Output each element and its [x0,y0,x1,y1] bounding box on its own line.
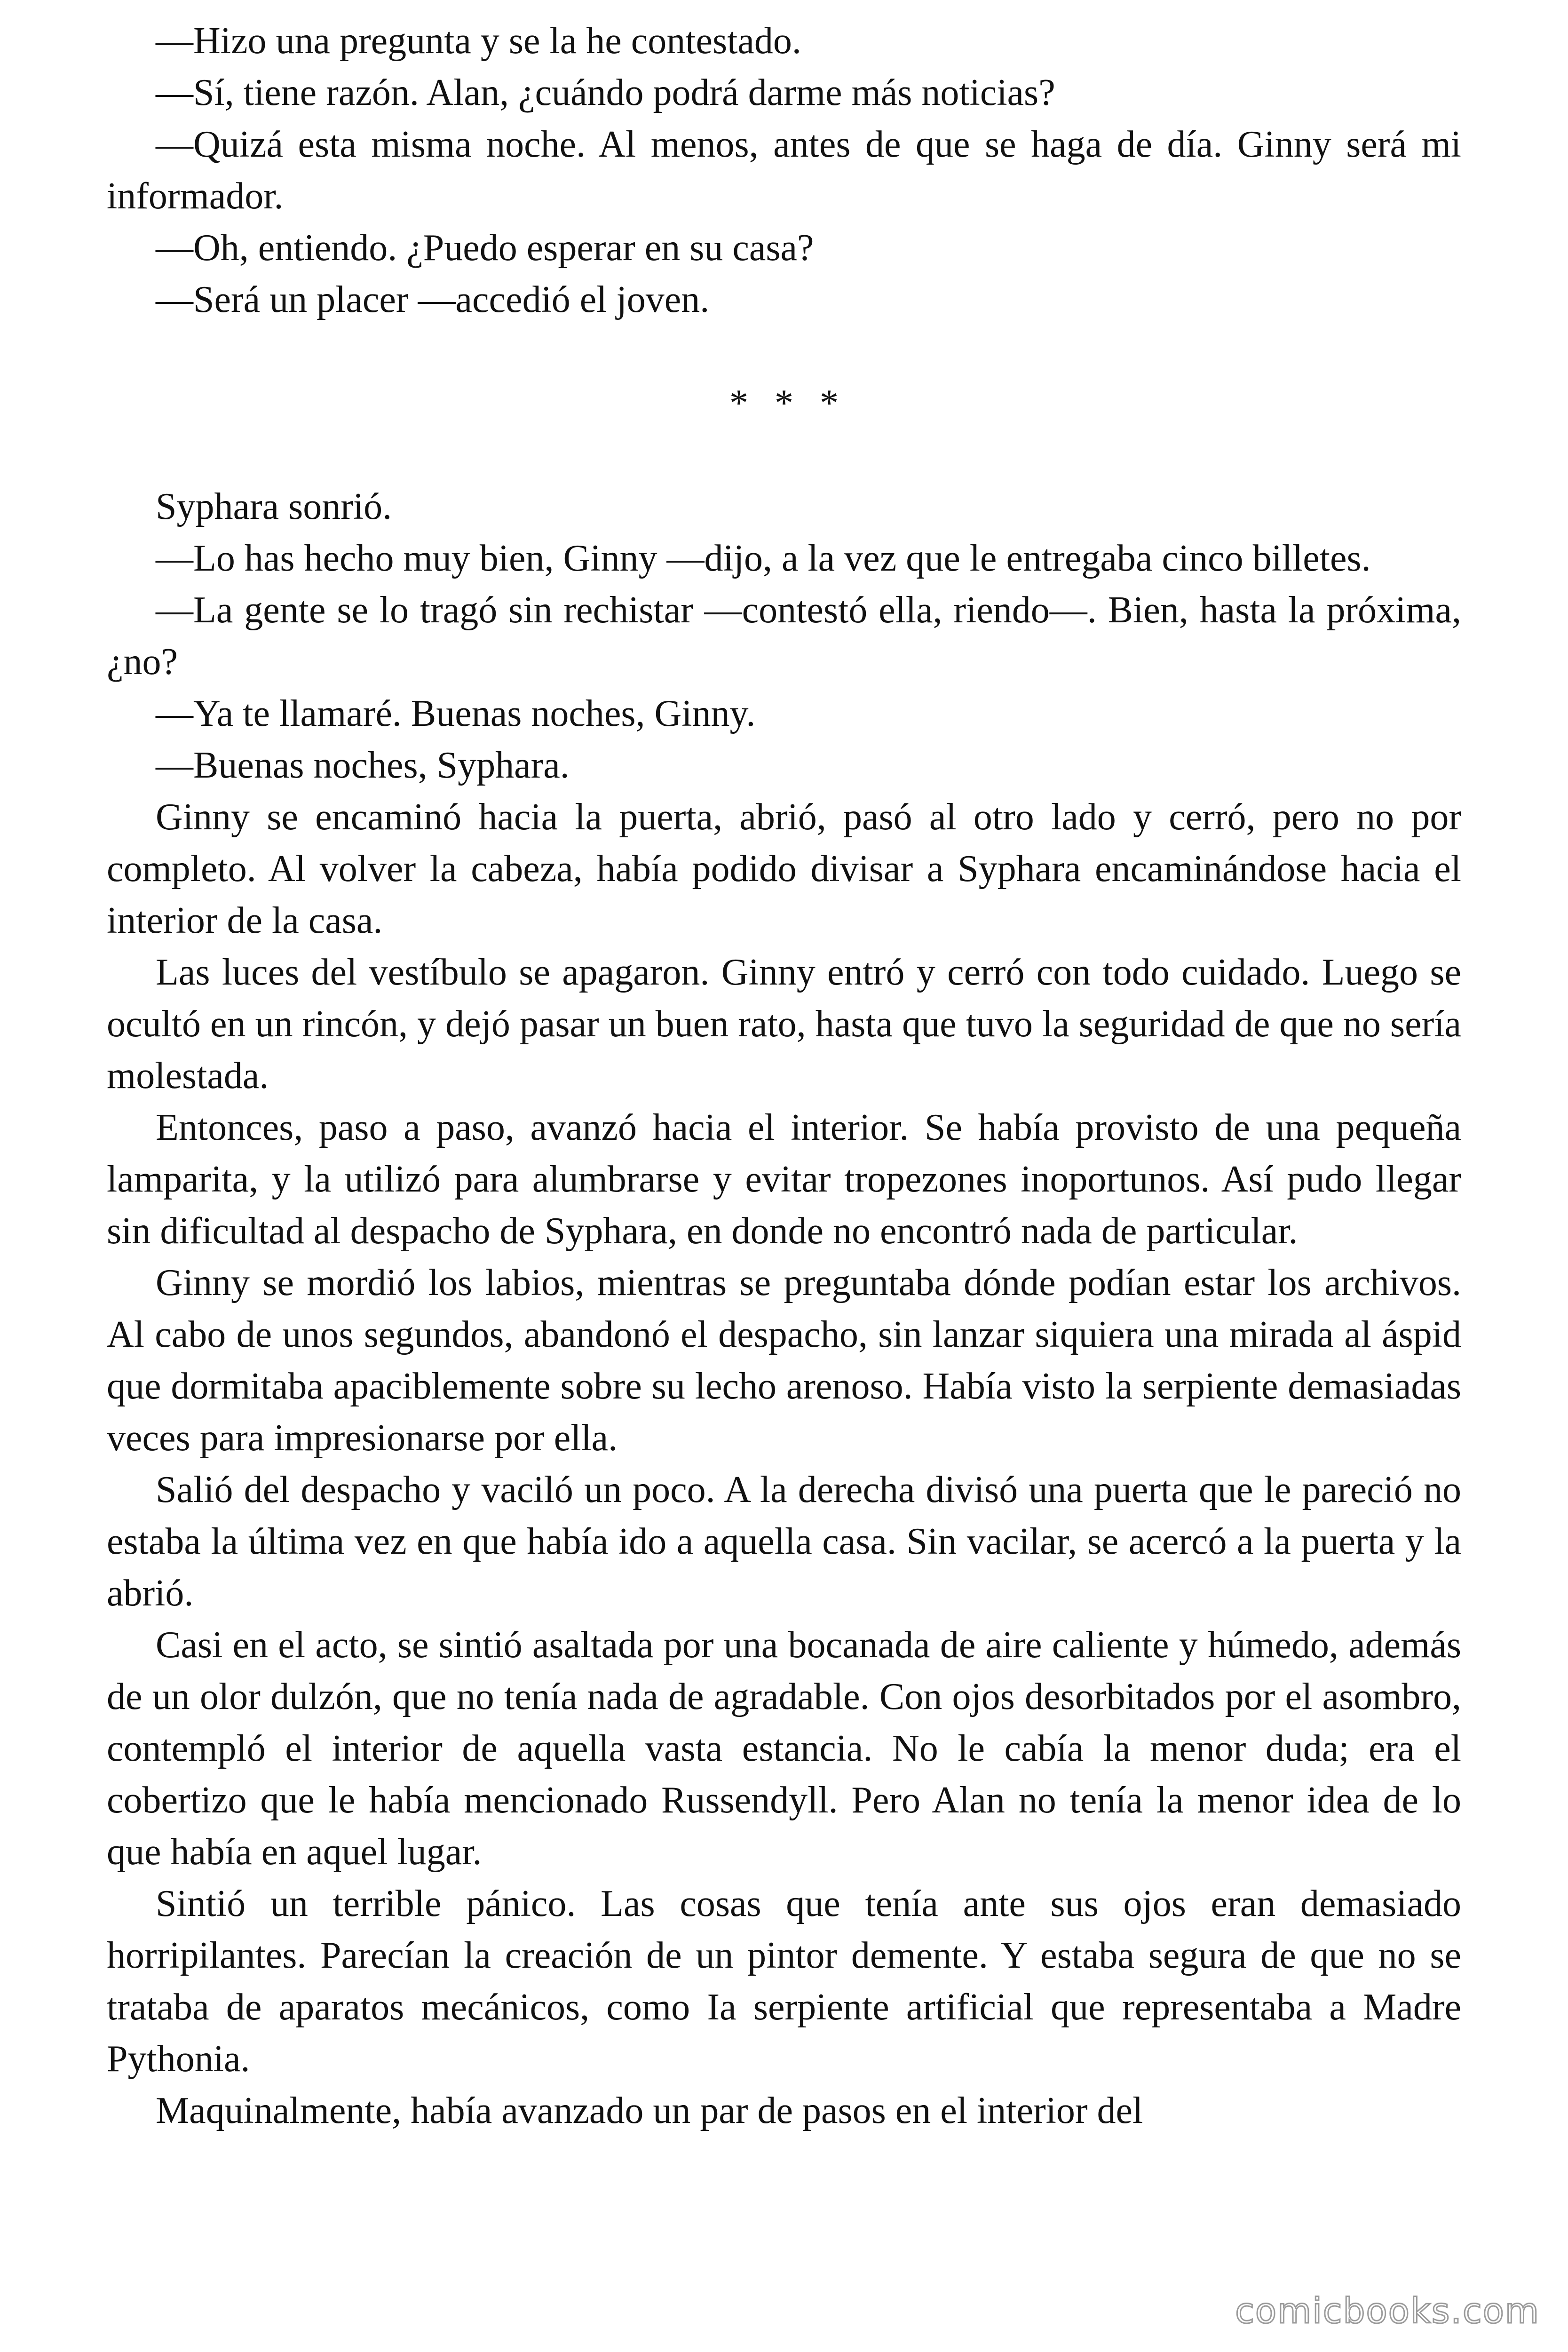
paragraph: —Lo has hecho muy bien, Ginny —dijo, a la vez que le entregaba cinco billetes. [156,538,1371,579]
paragraph: —Hizo una pregunta y se la he contestado. [156,20,801,62]
paragraph: —Sí, tiene razón. Alan, ¿cuándo podrá darme más noticias? [156,72,1055,113]
paragraph: —La gente se lo tragó sin rechistar —contestó ella, riendo—. Bien, hasta la próxima, ¿no? [107,589,1461,683]
paragraph: —Será un placer —accedió el joven. [156,279,710,320]
scene-separator: * * * [729,382,847,424]
watermark: comicbooks.com [1235,2291,1540,2331]
paragraph: —Ya te llamaré. Buenas noches, Ginny. [156,693,756,734]
paragraph: Sintió un terrible pánico. Las cosas que tenía ante sus ojos eran demasiado horripilantes. Parecían la creación de un pintor demente. Y estaba segura de que no se trataba de aparatos mecánicos, como Ia serpiente artificial que representaba a Madre Pythonia. [107,1883,1461,2080]
paragraph: Las luces del vestíbulo se apagaron. Ginny entró y cerró con todo cuidado. Luego se ocultó en un rincón, y dejó pasar un buen rato, hasta que tuvo la seguridad de que no sería molestada. [107,952,1461,1097]
paragraph: Salió del despacho y vaciló un poco. A la derecha divisó una puerta que le pareció no estaba la última vez en que había ido a aquella casa. Sin vacilar, se acercó a la puerta y la abrió. [107,1469,1461,1614]
paragraph: —Buenas noches, Syphara. [156,745,570,786]
paragraph: —Oh, entiendo. ¿Puedo esperar en su casa? [156,227,814,269]
paragraph: Ginny se encaminó hacia la puerta, abrió, pasó al otro lado y cerró, pero no por completo. Al volver la cabeza, había podido divisar a Syphara encaminándose hacia el interior de la casa. [107,796,1461,941]
paragraph: Syphara sonrió. [156,486,392,527]
paragraph: —Quizá esta misma noche. Al menos, antes de que se haga de día. Ginny será mi informador. [107,124,1461,217]
paragraph: Ginny se mordió los labios, mientras se preguntaba dónde podían estar los archivos. Al cabo de unos segundos, abandonó el despacho, sin lanzar siquiera una mirada al áspid que dormitaba apaciblemente sobre su lecho arenoso. Había visto la serpiente demasiadas veces para impresionarse por ella. [107,1262,1461,1459]
paragraph: Maquinalmente, había avanzado un par de pasos en el interior del [156,2090,1143,2131]
paragraph: Entonces, paso a paso, avanzó hacia el interior. Se había provisto de una pequeña lamparita, y la utilizó para alumbrarse y evitar tropezones inoportunos. Así pudo llegar sin dificultad al despacho de Syphara, en donde no encontró nada de particular. [107,1107,1461,1252]
book-page [107,15,1461,2137]
paragraph: Casi en el acto, se sintió asaltada por una bocanada de aire caliente y húmedo, además de un olor dulzón, que no tenía nada de agradable. Con ojos desorbitados por el asombro, contempló el interior de aquella vasta estancia. No le cabía la menor duda; era el cobertizo que le había mencionado Russendyll. Pero Alan no tenía la menor idea de lo que había en aquel lugar. [107,1624,1461,1873]
